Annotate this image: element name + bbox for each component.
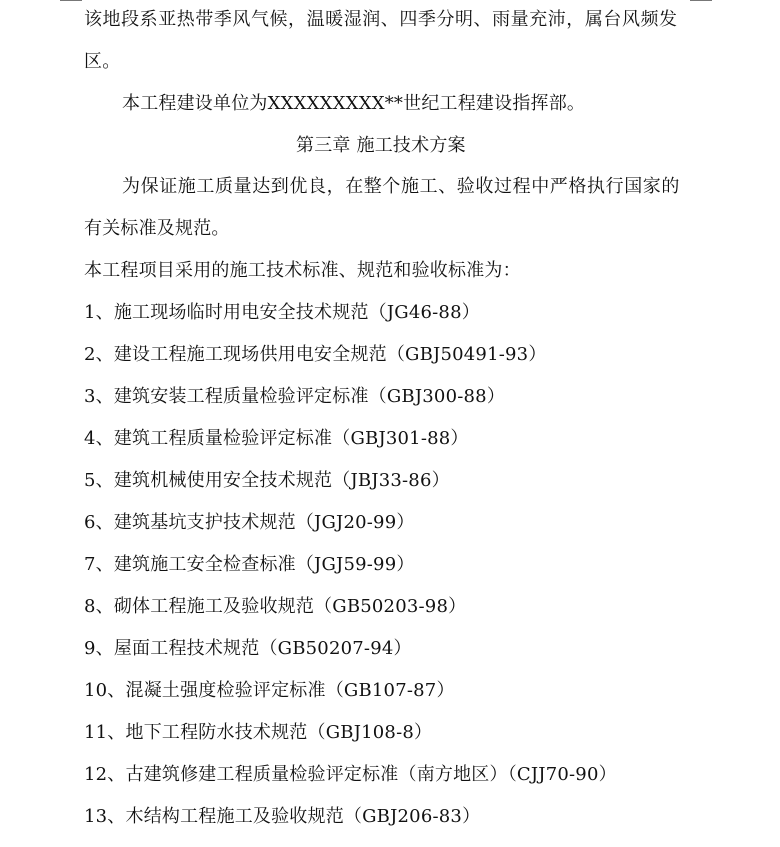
standard-item: 6、建筑基坑支护技术规范（JGJ20-99） bbox=[84, 512, 415, 533]
standard-item: 9、屋面工程技术规范（GB50207-94） bbox=[84, 638, 412, 659]
chapter-heading: 第三章 施工技术方案 bbox=[296, 135, 466, 156]
standard-item: 8、砌体工程施工及验收规范（GB50203-98） bbox=[84, 596, 467, 617]
page-corner-mark-right bbox=[690, 0, 712, 1]
paragraph-quality-line-2: 有关标准及规范。 bbox=[84, 218, 230, 239]
standard-item: 4、建筑工程质量检验评定标准（GBJ301-88） bbox=[84, 428, 469, 449]
standards-intro: 本工程项目采用的施工技术标准、规范和验收标准为： bbox=[84, 260, 521, 281]
paragraph-quality-line-1: 为保证施工质量达到优良，在整个施工、验收过程中严格执行国家的 bbox=[122, 176, 680, 197]
standard-item: 5、建筑机械使用安全技术规范（JBJ33-86） bbox=[84, 470, 450, 491]
page-corner-mark-left bbox=[60, 0, 82, 1]
standard-item: 1、施工现场临时用电安全技术规范（JG46-88） bbox=[84, 302, 480, 323]
paragraph-builder: 本工程建设单位为XXXXXXXXX**世纪工程建设指挥部。 bbox=[122, 93, 586, 114]
paragraph-climate-line-1: 该地段系亚热带季风气候，温暖湿润、四季分明、雨量充沛，属台风频发 bbox=[84, 9, 678, 30]
standard-item: 3、建筑安装工程质量检验评定标准（GBJ300-88） bbox=[84, 386, 506, 407]
standard-item: 10、混凝土强度检验评定标准（GB107-87） bbox=[84, 680, 455, 701]
standard-item: 11、地下工程防水技术规范（GBJ108-8） bbox=[84, 722, 433, 743]
standards-list bbox=[84, 301, 617, 847]
paragraph-climate-line-2: 区。 bbox=[84, 51, 121, 72]
standard-item: 12、古建筑修建工程质量检验评定标准（南方地区）（CJJ70-90） bbox=[84, 764, 617, 785]
standard-item: 2、建设工程施工现场供用电安全规范（GBJ50491-93） bbox=[84, 344, 547, 365]
standard-item: 13、木结构工程施工及验收规范（GBJ206-83） bbox=[84, 806, 481, 827]
standard-item: 7、建筑施工安全检查标准（JGJ59-99） bbox=[84, 554, 415, 575]
